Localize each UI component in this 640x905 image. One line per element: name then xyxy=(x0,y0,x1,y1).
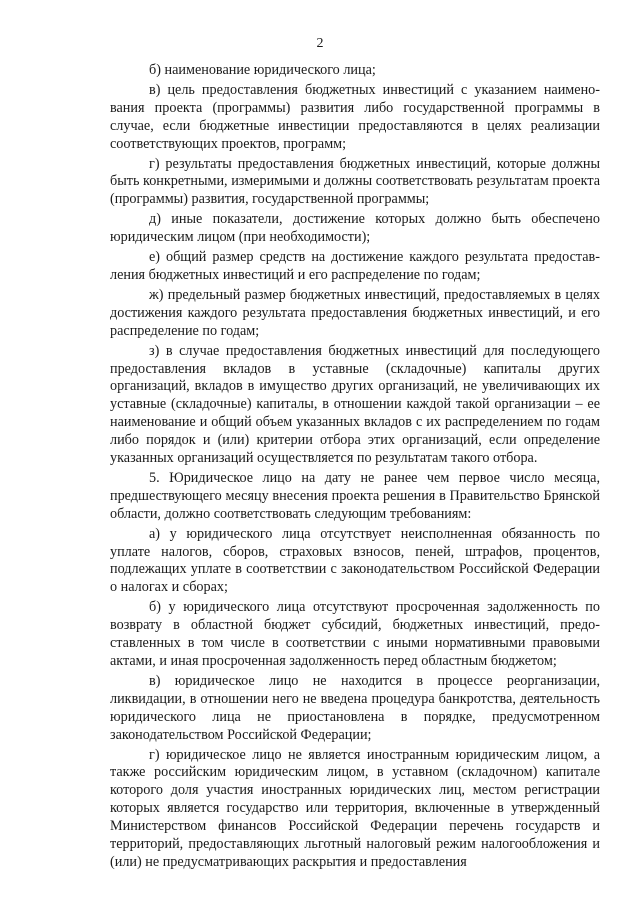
paragraph-b-debt: б) у юридического лица отсутствуют просроченная задолженность по возврату в областной бюджет субсидий, бюджетных инвестиций, предоставленных в том числе в соответствии с иными нормативными правовыми актами, и иная просроченная задолженность перед областным бюджетом; xyxy=(110,599,600,669)
paragraph-g-foreign-entity: г) юридическое лицо не является иностранным юридическим лицом, а также российским юридическим лицом, в уставном (складочном) капитале которого доля участия иностранных юридических лиц, местом регистрации которых является государство или территория, включенные в утвержденный Министерством финансов Российской Федерации перечень государств и территорий, предоставляющих льготный налоговый режим налогообложения и (или) не предусматривающих раскрытия и предоставления xyxy=(110,746,600,870)
paragraph-v-reorganization: в) юридическое лицо не находится в процессе реорганизации, ликвидации, в отношении него не введена процедура банкротства, деятельность юридического лица не приостановлена в порядке, предусмотренном законодательством Российской Федерации; xyxy=(110,672,600,743)
paragraph-zh-max-amount: ж) предельный размер бюджетных инвестиций, предоставляемых в целях достижения каждого результата предоставления бюджетных инвестиций, и его распределение по годам; xyxy=(110,286,600,339)
paragraph-g-results: г) результаты предоставления бюджетных инвестиций, которые должны быть конкретными, измеримыми и должны соответствовать результатам проекта (программы) развития, государственной программы; xyxy=(110,155,600,208)
paragraph-z-contributions: з) в случае предоставления бюджетных инвестиций для последующего предоставления вкладов в уставные (складочные) капиталы других организаций, вкладов в имущество других организаций, не увеличивающих их уставные (складочные) капиталы, в отношении каждой такой организации – ее наименование и общий объем указанных вкладов с их распределением по годам либо порядок и (или) критерии отбора этих организаций, если определение указанных организаций осуществляется по результатам такого отбора. xyxy=(110,342,600,467)
document-body xyxy=(110,62,600,874)
paragraph-d-indicators: д) иные показатели, достижение которых должно быть обеспечено юридическим лицом (при необходимости); xyxy=(110,211,600,246)
page-number: 2 xyxy=(316,36,324,51)
paragraph-5-requirements: 5. Юридическое лицо на дату не ранее чем первое число месяца, предшествующего месяцу внесения проекта решения в Правительство Брянской области, должно соответствовать следующим требованиям: xyxy=(110,469,600,522)
paragraph-b-name: б) наименование юридического лица; xyxy=(149,62,376,78)
paragraph-e-total-amount: е) общий размер средств на достижение каждого результата предоставления бюджетных инвестиций и его распределение по годам; xyxy=(110,249,600,283)
paragraph-a-taxes: а) у юридического лица отсутствует неисполненная обязанность по уплате налогов, сборов, страховых взносов, пеней, штрафов, процентов, подлежащих уплате в соответствии с законодательством Российской Федерации о налогах и сборах; xyxy=(110,525,600,596)
paragraph-v-purpose: в) цель предоставления бюджетных инвестиций с указанием наименования проекта (программы) развития либо государственной программы в случае, если бюджетные инвестиции предоставляются в целях реализации соответствующих проектов, программ; xyxy=(110,81,600,152)
